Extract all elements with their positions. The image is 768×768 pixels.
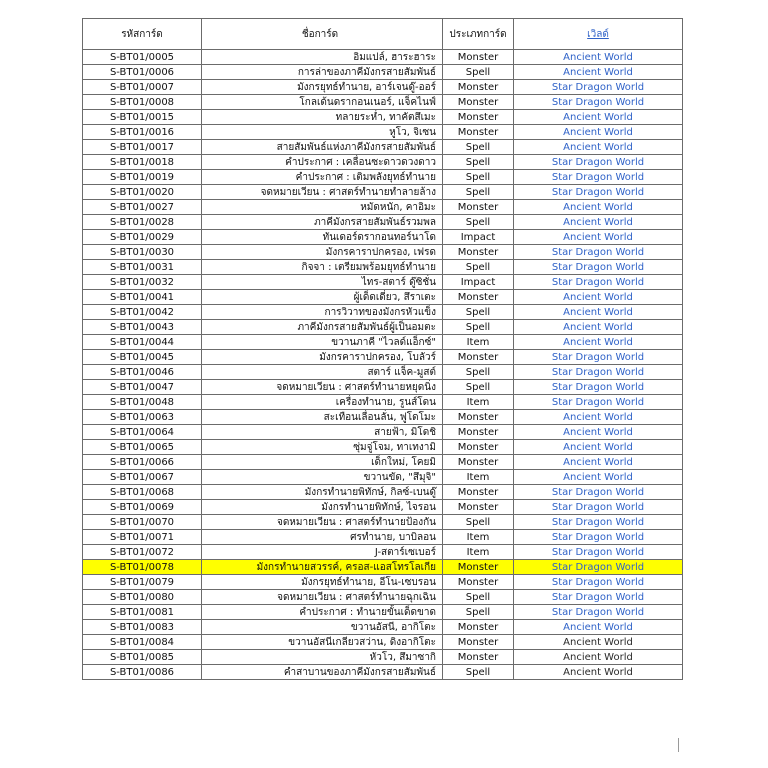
card-type-cell: Item (443, 530, 514, 545)
card-type-cell: Spell (443, 320, 514, 335)
card-world-cell: Ancient World (514, 665, 683, 680)
card-name-cell: คำประกาศ : เติมพลังยุทธ์ทำนาย (202, 170, 443, 185)
table-row (83, 140, 683, 155)
card-world-cell: Star Dragon World (514, 275, 683, 290)
card-type-cell: Spell (443, 380, 514, 395)
card-type-cell: Item (443, 335, 514, 350)
card-type-cell: Spell (443, 365, 514, 380)
card-world-cell: Ancient World (514, 425, 683, 440)
table-row (83, 410, 683, 425)
card-type-cell: Monster (443, 50, 514, 65)
card-code-cell: S-BT01/0015 (83, 110, 202, 125)
table-row (83, 275, 683, 290)
card-world-cell: Star Dragon World (514, 155, 683, 170)
card-world-cell: Ancient World (514, 440, 683, 455)
header-card-name: ชื่อการ์ด (202, 19, 443, 50)
card-type-cell: Item (443, 470, 514, 485)
card-name-cell: หมัดหนัก, คาอิมะ (202, 200, 443, 215)
card-world-cell: Ancient World (514, 305, 683, 320)
card-type-cell: Spell (443, 605, 514, 620)
card-world-cell: Star Dragon World (514, 590, 683, 605)
card-name-cell: เด็กใหม่, โคยมิ (202, 455, 443, 470)
page-edge-mark (678, 738, 679, 752)
card-world-cell: Star Dragon World (514, 485, 683, 500)
card-type-cell: Spell (443, 65, 514, 80)
card-name-cell: มังกรทำนายสวรรค์, ครอส-แอสโทรโลเกีย (202, 560, 443, 575)
card-code-cell: S-BT01/0007 (83, 80, 202, 95)
table-row (83, 620, 683, 635)
card-name-cell: คำประกาศ : เคลื่อนซะดาวดวงดาว (202, 155, 443, 170)
card-name-cell: มังกรทำนายพิทักษ์, กิลซ์-เบนดู๊ (202, 485, 443, 500)
card-name-cell: สายสัมพันธ์แห่งภาคีมังกรสายสัมพันธ์ (202, 140, 443, 155)
card-code-cell: S-BT01/0083 (83, 620, 202, 635)
card-world-cell: Star Dragon World (514, 365, 683, 380)
table-row (83, 560, 683, 575)
table-row (83, 335, 683, 350)
card-type-cell: Monster (443, 110, 514, 125)
card-code-cell: S-BT01/0084 (83, 635, 202, 650)
card-world-cell: Ancient World (514, 215, 683, 230)
table-row (83, 110, 683, 125)
card-code-cell: S-BT01/0072 (83, 545, 202, 560)
table-row (83, 515, 683, 530)
card-type-cell: Spell (443, 260, 514, 275)
card-world-cell: Ancient World (514, 620, 683, 635)
card-code-cell: S-BT01/0081 (83, 605, 202, 620)
table-row (83, 245, 683, 260)
card-type-cell: Spell (443, 665, 514, 680)
table-row (83, 185, 683, 200)
card-name-cell: ศรทำนาย, บาบิลอน (202, 530, 443, 545)
table-row (83, 230, 683, 245)
table-row (83, 470, 683, 485)
card-type-cell: Monster (443, 485, 514, 500)
card-world-cell: Ancient World (514, 650, 683, 665)
card-world-cell: Star Dragon World (514, 395, 683, 410)
card-name-cell: จดหมายเวียน : ศาสตร์ทำนายหยุดนิ่ง (202, 380, 443, 395)
table-row (83, 530, 683, 545)
card-code-cell: S-BT01/0067 (83, 470, 202, 485)
card-code-cell: S-BT01/0085 (83, 650, 202, 665)
card-type-cell: Spell (443, 590, 514, 605)
card-world-cell: Star Dragon World (514, 575, 683, 590)
table-row (83, 665, 683, 680)
table-row (83, 80, 683, 95)
card-name-cell: เครื่องทำนาย, รูนส์โดน (202, 395, 443, 410)
card-code-cell: S-BT01/0005 (83, 50, 202, 65)
card-code-cell: S-BT01/0048 (83, 395, 202, 410)
card-code-cell: S-BT01/0065 (83, 440, 202, 455)
card-code-cell: S-BT01/0016 (83, 125, 202, 140)
header-world: เวิลด์ (514, 19, 683, 50)
card-name-cell: หัวโว, สึมาซากิ (202, 650, 443, 665)
table-row (83, 590, 683, 605)
card-type-cell: Spell (443, 215, 514, 230)
card-type-cell: Monster (443, 245, 514, 260)
table-row (83, 650, 683, 665)
card-name-cell: สะเทือนเลื่อนลั่น, ฟูโดโมะ (202, 410, 443, 425)
table-row (83, 200, 683, 215)
card-world-cell: Star Dragon World (514, 260, 683, 275)
table-row (83, 545, 683, 560)
card-name-cell: โกลเด้นดรากอนเนอร์, แจ็คไนฟ์ (202, 95, 443, 110)
card-world-cell: Ancient World (514, 50, 683, 65)
card-type-cell: Monster (443, 290, 514, 305)
card-name-cell: มังกรคาราปกครอง, เฟรด (202, 245, 443, 260)
card-world-cell: Star Dragon World (514, 380, 683, 395)
card-name-cell: การล่าของภาคีมังกรสายสัมพันธ์ (202, 65, 443, 80)
card-type-cell: Monster (443, 95, 514, 110)
card-world-cell: Star Dragon World (514, 545, 683, 560)
card-code-cell: S-BT01/0008 (83, 95, 202, 110)
card-code-cell: S-BT01/0032 (83, 275, 202, 290)
table-row (83, 440, 683, 455)
card-world-cell: Ancient World (514, 290, 683, 305)
card-type-cell: Monster (443, 410, 514, 425)
card-name-cell: ขวานอัสนีเกลียวสว่าน, ดิงอากิโตะ (202, 635, 443, 650)
card-type-cell: Monster (443, 80, 514, 95)
table-row (83, 65, 683, 80)
card-world-cell: Ancient World (514, 470, 683, 485)
card-code-cell: S-BT01/0006 (83, 65, 202, 80)
card-name-cell: จดหมายเวียน : ศาสตร์ทำนายป้องกัน (202, 515, 443, 530)
card-world-cell: Star Dragon World (514, 515, 683, 530)
table-row (83, 170, 683, 185)
card-name-cell: หูโว, จิเซน (202, 125, 443, 140)
card-world-cell: Ancient World (514, 320, 683, 335)
card-type-cell: Monster (443, 425, 514, 440)
card-type-cell: Monster (443, 620, 514, 635)
card-type-cell: Spell (443, 140, 514, 155)
table-row (83, 575, 683, 590)
card-type-cell: Impact (443, 230, 514, 245)
card-world-cell: Star Dragon World (514, 95, 683, 110)
card-code-cell: S-BT01/0079 (83, 575, 202, 590)
card-name-cell: ภาคีมังกรสายสัมพันธ์ผู้เป็นอมตะ (202, 320, 443, 335)
card-world-cell: Star Dragon World (514, 350, 683, 365)
card-name-cell: สายฟ้า, มิโดชิ (202, 425, 443, 440)
table-row (83, 365, 683, 380)
table-row (83, 305, 683, 320)
card-code-cell: S-BT01/0042 (83, 305, 202, 320)
card-world-cell: Ancient World (514, 335, 683, 350)
card-name-cell: คำประกาศ : ทำนายขั้นเด็ดขาด (202, 605, 443, 620)
card-code-cell: S-BT01/0030 (83, 245, 202, 260)
card-type-cell: Monster (443, 125, 514, 140)
card-world-cell: Star Dragon World (514, 80, 683, 95)
card-code-cell: S-BT01/0029 (83, 230, 202, 245)
card-type-cell: Item (443, 395, 514, 410)
card-name-cell: การวิวาทของมังกรหัวแข็ง (202, 305, 443, 320)
table-row (83, 380, 683, 395)
header-card-code: รหัสการ์ด (83, 19, 202, 50)
card-world-cell: Ancient World (514, 200, 683, 215)
card-type-cell: Monster (443, 455, 514, 470)
card-name-cell: ขวานอัสนี, อากิโตะ (202, 620, 443, 635)
card-type-cell: Spell (443, 305, 514, 320)
table-row (83, 50, 683, 65)
card-name-cell: สตาร์ แจ็ค-มูสต์ (202, 365, 443, 380)
card-code-cell: S-BT01/0063 (83, 410, 202, 425)
card-code-cell: S-BT01/0078 (83, 560, 202, 575)
card-world-cell: Ancient World (514, 635, 683, 650)
table-row (83, 260, 683, 275)
card-name-cell: มังกรทำนายพิทักษ์, ไจรอน (202, 500, 443, 515)
card-name-cell: ทลายระห่ำ, ทาคัตสึเมะ (202, 110, 443, 125)
header-card-type: ประเภทการ์ด (443, 19, 514, 50)
card-code-cell: S-BT01/0068 (83, 485, 202, 500)
card-world-cell: Ancient World (514, 230, 683, 245)
card-world-cell: Star Dragon World (514, 560, 683, 575)
card-code-cell: S-BT01/0020 (83, 185, 202, 200)
card-world-cell: Ancient World (514, 410, 683, 425)
card-name-cell: มังกรคาราปกครอง, โบลัวร์ (202, 350, 443, 365)
card-type-cell: Monster (443, 440, 514, 455)
card-name-cell: ภาคีมังกรสายสัมพันธ์รวมพล (202, 215, 443, 230)
card-code-cell: S-BT01/0069 (83, 500, 202, 515)
card-code-cell: S-BT01/0045 (83, 350, 202, 365)
table-row (83, 455, 683, 470)
table-row (83, 500, 683, 515)
header-row (83, 19, 683, 50)
card-code-cell: S-BT01/0019 (83, 170, 202, 185)
table-row (83, 395, 683, 410)
card-type-cell: Item (443, 545, 514, 560)
table-row (83, 485, 683, 500)
card-code-cell: S-BT01/0043 (83, 320, 202, 335)
card-name-cell: มังกรยุทธ์ทำนาย, อีโน-เซบรอน (202, 575, 443, 590)
card-code-cell: S-BT01/0070 (83, 515, 202, 530)
table-row (83, 350, 683, 365)
card-type-cell: Spell (443, 515, 514, 530)
card-code-cell: S-BT01/0047 (83, 380, 202, 395)
table-row (83, 635, 683, 650)
table-body (83, 50, 683, 680)
card-name-cell: ขวานภาคี "ไวลด์แอ็กซ์" (202, 335, 443, 350)
card-type-cell: Monster (443, 575, 514, 590)
table-row (83, 320, 683, 335)
card-code-cell: S-BT01/0017 (83, 140, 202, 155)
card-code-cell: S-BT01/0027 (83, 200, 202, 215)
card-type-cell: Impact (443, 275, 514, 290)
card-type-cell: Monster (443, 650, 514, 665)
card-world-cell: Star Dragon World (514, 170, 683, 185)
card-name-cell: ซุ่มจู่โจม, ทาเทงามิ (202, 440, 443, 455)
card-list-table (82, 18, 683, 680)
card-name-cell: จดหมายเวียน : ศาสตร์ทำนายทำลายล้าง (202, 185, 443, 200)
card-name-cell: J-สตาร์เซเบอร์ (202, 545, 443, 560)
table-row (83, 125, 683, 140)
card-code-cell: S-BT01/0086 (83, 665, 202, 680)
card-name-cell: จดหมายเวียน : ศาสตร์ทำนายฉุกเฉิน (202, 590, 443, 605)
card-code-cell: S-BT01/0018 (83, 155, 202, 170)
card-world-cell: Star Dragon World (514, 530, 683, 545)
card-type-cell: Spell (443, 170, 514, 185)
table-row (83, 605, 683, 620)
card-type-cell: Spell (443, 185, 514, 200)
card-name-cell: คำสาบานของภาคีมังกรสายสัมพันธ์ (202, 665, 443, 680)
card-world-cell: Star Dragon World (514, 500, 683, 515)
card-name-cell: มังกรยุทธ์ทำนาย, อาร์เจนดู๊-ออร์ (202, 80, 443, 95)
card-name-cell: ไทร-สตาร์ ดู๊ซิชั่น (202, 275, 443, 290)
table-row (83, 215, 683, 230)
card-type-cell: Monster (443, 560, 514, 575)
card-world-cell: Ancient World (514, 140, 683, 155)
card-name-cell: กิจจา : เตรียมพร้อมยุทธ์ทำนาย (202, 260, 443, 275)
card-world-cell: Star Dragon World (514, 605, 683, 620)
card-code-cell: S-BT01/0031 (83, 260, 202, 275)
card-name-cell: ผู้เด็ดเดี่ยว, สึราเตะ (202, 290, 443, 305)
table-row (83, 95, 683, 110)
card-name-cell: ขวานขัด, "สึมุจิ" (202, 470, 443, 485)
card-type-cell: Monster (443, 350, 514, 365)
card-code-cell: S-BT01/0064 (83, 425, 202, 440)
card-type-cell: Monster (443, 200, 514, 215)
table-row (83, 290, 683, 305)
card-code-cell: S-BT01/0028 (83, 215, 202, 230)
card-type-cell: Monster (443, 635, 514, 650)
card-code-cell: S-BT01/0046 (83, 365, 202, 380)
card-code-cell: S-BT01/0041 (83, 290, 202, 305)
table-row (83, 155, 683, 170)
card-code-cell: S-BT01/0080 (83, 590, 202, 605)
card-code-cell: S-BT01/0066 (83, 455, 202, 470)
card-world-cell: Star Dragon World (514, 185, 683, 200)
card-name-cell: อิมแปล์, ฮาระฮาระ (202, 50, 443, 65)
card-type-cell: Spell (443, 155, 514, 170)
card-world-cell: Ancient World (514, 65, 683, 80)
card-code-cell: S-BT01/0044 (83, 335, 202, 350)
card-type-cell: Monster (443, 500, 514, 515)
card-name-cell: ทันเดอร์ดรากอนทอร์นาโด (202, 230, 443, 245)
table-row (83, 425, 683, 440)
card-world-cell: Ancient World (514, 125, 683, 140)
card-world-cell: Star Dragon World (514, 245, 683, 260)
card-code-cell: S-BT01/0071 (83, 530, 202, 545)
card-world-cell: Ancient World (514, 110, 683, 125)
card-world-cell: Ancient World (514, 455, 683, 470)
